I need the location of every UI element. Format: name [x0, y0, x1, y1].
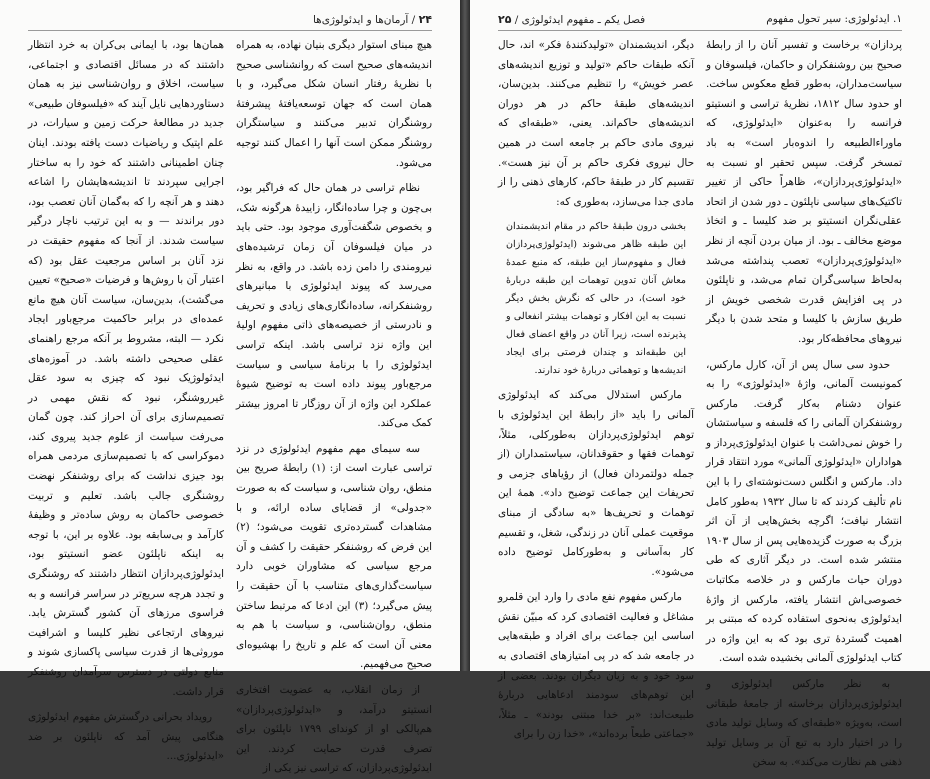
paragraph: به نظر مارکس ایدئولوژی و ایدئولوژی‌پردازان برخاسته از جامعهٔ طبقاتی است، به‌ویژه «طبقه‌ای که وسایل تولید مادی را در اختیار دارد به تبع آن بر وسایل تولید ذهنی هم نظارت می‌کند». به سخن — [706, 678, 902, 769]
paragraph: نظام تراسی در همان حال که فراگیر بود، بی‌چون و چرا ساده‌انگار، زاییدهٔ هرگونه شک، و بخصوص شگفت‌آوری موجود بود. حتی باید در میان فیلسوفان آن زمان ترشیده‌های نیرومندی را دامن زده باشد. در واقع، به نظر می‌رسد که پیوند ایدئولوژی با مبانیرهای روشنفکرانه، ساده‌انگاری‌های زیادی و تحریف و نادرستی از خصیصه‌های ذاتی مفهوم اولیهٔ این واژه نزد تراسی باشد. اینکه تراسی ایدئولوژی را با برنامهٔ سیاسی و سیاست مرجع‌باور پیوند داده است به توضیح شیوهٔ عملکرد این واژه از آن روزگار تا امروز بیشتر کمک می‌کند. — [236, 182, 432, 430]
left-header-separator: / — [411, 13, 416, 26]
right-page-number: ۲۵ — [498, 12, 512, 26]
left-header-title: آرمان‌ها و ایدئولوژی‌ها — [312, 13, 409, 26]
right-header-title: ۱. ایدئولوژی: سیر تحول مفهوم — [766, 13, 902, 25]
left-header-running-title — [313, 13, 432, 26]
right-page-header — [498, 8, 902, 31]
left-page — [0, 0, 460, 775]
left-page-right-column — [236, 36, 433, 775]
book-gutter — [460, 0, 470, 671]
paragraph: سه سیمای مهم مفهوم ایدئولوژی در نزد تراسی عبارت است از: (۱) رابطهٔ صریح بین منطق، روان شناسی، و سیاست که به صورت «جدولی» از قضایای ساده ارائه، و با مشاهدات گسترده‌تری تقویت می‌شود؛ (۲) این فرض که روشنفکر حقیقت را کشف و آن مرجع سیاسی که مشاوران خوبی دارد سیاست‌گذاری‌های متناسب با آن حقیقت را پیش می‌گیرد؛ (۳) این ادعا که مرتبط ساختن منطق، روان‌شناسی، و سیاست با هم به معنی آن است که علم و تاریخ را بهشیوه‌ای صحیح می‌فهمیم. — [236, 442, 433, 671]
paragraph: حدود سی سال پس از آن، کارل مارکس، کمونیست آلمانی، واژهٔ «ایدئولوژی» را به عنوان دشنام به‌کار گرفت. مارکس روشنفکران آلمانی را که فلسفه و سیاستشان را خوش نمی‌داشت با عنوان ایدئولوژی‌پرداز و هواداران «ایدئولوژی آلمانی» مورد انتقاد قرار داد. مارکس و انگلس دست‌نوشته‌ای را با این نام تألیف کردند که تا سال ۱۹۳۲ به‌طور کامل انتشار نیافت؛ اگرچه بخش‌هایی از آن اثر بزرگ به صورت گزیده‌هایی پس از سال ۱۹۰۳ منتشر شده است. در دیگر آثاری که طی دوران حیات مارکس و در خلاصه مکاتبات خصوصی‌اش انتشار یافته، مارکس از واژهٔ ایدئولوژی به‌نحوی استفاده کرده که مبتنی بر اهمیت گستردهٔ تری بود که به این واژه در کتاب ایدئولوژی آلمانی بخشیده شده است. — [706, 358, 902, 665]
paragraph: مارکس استدلال می‌کند که ایدئولوژی آلمانی را باید «از رابطهٔ این ایدئولوژی با توهم ایدئولوژی‌پردازان به‌طورکلی، مثلاً، توهمات فقها و حقوقدانان، سیاستمداران (از جمله دولتمردان فعال) از رؤیاهای جزمی و تحریفات این جماعت توضیح داد». همهٔ این توهمات و تحریف‌ها «به سادگی از مبنای موقعیت عملی آنان در زندگی، شغل، و تقسیم کار به‌آسانی و به‌طورکامل توضیح داده می‌شود». — [498, 389, 694, 578]
left-page-number: ۲۴ — [418, 12, 432, 26]
paragraph: همان‌ها بود، با ایمانی بی‌کران به خرد انتظار داشتند که در مسائل اقتصادی و اجتماعی، سیاست، اخلاق و روان‌شناسی نیز به همان دستاوردهایی نایل آیند که «فیلسوفان طبیعی» جدید در مطالعهٔ حرکت زمین و سیارات، در علم اپتیک و ریاضیات دست یافته بودند. اینان چنان اطمینانی داشتند که خود را به ساختار اجرایی سپردند تا اندیشه‌هایشان را اشاعه دهند و هر آنچه را که به‌گمان آنان تعصب بود، دور براندند — و به این ترتیب ناچار درگیر سیاست شدند. از آنجا که مفهوم حقیقت در نزد آنان بر اساس مرجعیت عقل بود (که اعتبار آن با روش‌ها و فرضیات «صحیح» تعیین می‌گشت)، بدین‌سان، سیاست آنان هیچ مانع عمده‌ای در برابر حاکمیت مرجع‌باور ایجاد نکرد — البته، مشروط بر آنکه مرجع راهنمای عقلی صحیحی داشته باشد. در آموزه‌های ایدئولوژیک نبود که چیزی به سود عقل غیرروشنگر، نبود که نقش مهمی در تصمیم‌سازی برای آن احراز کند. چون گمان می‌رفت سیاست از علوم جدید پیروی کند، دموکراسی که با تصمیم‌سازی مردمی همراه بود جیزی نداشت که برای روشنفکر نهضت روشنگری جالب باشد. تعلیم و تربیت خصوصی حاکمان به روش ساده‌تر و وظیفهٔ کارآمد و بی‌سابقه بود. علاوه بر این، با توجه به اینکه ناپلئون عضو انستیتو بود، ایدئولوژی‌پردازان انتظار داشتند که روشنگری و تجدد هرچه سریع‌تر در سراسر فرانسه و به فراسوی مرزهای آن کشور گسترش یابد. نیروهای ارتجاعی نظیر کلیسا و اشرافیت موروثی‌ها از قدرت سیاسی پاکسازی شوند و منابع دولتی در دسترس سرآمدان روشنفکر قرار داشت. — [28, 39, 224, 698]
right-page-left-column — [498, 36, 694, 741]
paragraph: از زمان انقلاب، به عضویت افتخاری انستیتو درآمد، و «ایدئولوژی‌پردازان» هم‌پالکی او از کوندای ۱۷۹۹ ناپلئون برای تصرف قدرت حمایت کردند. این ایدئولوژی‌پردازان، که تراسی نیز یکی از — [236, 684, 433, 775]
right-page-right-column — [706, 36, 902, 769]
paragraph: دیگر، اندیشمندان «تولیدکنندهٔ فکر» اند، حال آنکه طبقات حاکم «تولید و توزیع اندیشه‌های عصر خویش» را تنظیم می‌کنند. بدین‌سان، اندیشه‌های طبقهٔ حاکم در هر دوران اندیشه‌های حاکم‌اند. یعنی، «طبقه‌ای که نیروی مادی حاکم بر جامعه است در همین حال نیروی فکری حاکم بر آن نیز هست». تقسیم کار در طبقهٔ حاکم، کارهای ذهنی را از مادی جدا می‌سازد، به‌طوری که: — [498, 39, 694, 208]
block-quote: بخشی درون طبقهٔ حاکم در مقام اندیشمندان این طبقه ظاهر می‌شوند (ایدئولوژی‌پردازان فعال و مفهوم‌ساز این طبقه، که منبع عمدهٔ معاش آنان تدوین توهمات این طبقه دربارهٔ خود است)، در حالی که نگرش بخش دیگر نسبت به این افکار و توهمات بیشتر انفعالی و پذیرنده است، زیرا آنان در واقع اعضای فعال این طبقه‌اند و چندان فرصتی برای ایجاد اندیشه‌ها و توهماتی دربارهٔ خود ندارند. — [506, 221, 686, 377]
left-page-header — [28, 8, 432, 31]
right-header-running-title — [498, 13, 645, 26]
right-page — [470, 0, 930, 769]
right-header-separator: / — [514, 13, 519, 26]
paragraph: پردازان» برخاست و تفسیر آنان را از رابطهٔ صحیح بین روشنفکران و حاکمان، فیلسوفان و سیاست‌مداران، به‌طور قطع معکوس ساخت. او حدود سال ۱۸۱۲، نظریهٔ تراسی و انستیتو فرانسه را به‌عنوان «ایدئولوژی، که ماوراءالطبیعه را اندوه‌بار است» به باد تمسخر گرفت. سپس تحقیر او نسبت به «ایدئولوژی‌پردازان»، ظاهراً حاکی از تغییر تاکتیک‌های سیاسی ناپلئون ـ دور شدن از اتحاد عقلی‌نگران انستیتو بر ضد کلیسا ـ و اتخاذ موضع مخالف ـ بود. از میان بردن آنچه از نظر «ایدئولوژی‌پردازان» تعصب پنداشته می‌شد به‌لحاظ سیاسی‌گران تمام می‌شد، و ناپلئون در پی افزایش قدرت شخصی خویش از طریق سازش با کلیسا و متحد شدن با دیگر نیروهای محافظه‌کار بود. — [706, 39, 902, 345]
paragraph: مارکس مفهوم نفع مادی را وارد این قلمرو مشاغل و فعالیت اقتصادی کرد که مبیّن نقش اساسی این جماعت برای افراد و طبقه‌هایی در جامعه شد که در پی امتیازهای اقتصادی به سود خود و به زیان دیگران بودند. بعضی از این توهم‌های سودمند ادعاهایی دربارهٔ طبیعت‌اند: «بر خدا مبتنی بودند» ـ مثلاً، «جماعتی طبعاً برده‌اند»، «خدا زن را برای — [498, 591, 694, 741]
right-header-chapter: فصل یکم ـ مفهوم ایدئولوژی — [521, 13, 646, 26]
paragraph: رویداد بحرانی درگسترش مفهوم ایدئولوژی هنگامی پیش آمد که ناپلئون بر ضد «ایدئولوژی... — [28, 711, 224, 763]
left-page-left-column — [28, 36, 224, 763]
paragraph: هیچ مبنای استوار دیگری بنیان نهاده، به همراه اندیشه‌های صحیح است که روانشناسی صحیح با نظریهٔ رفتار انسان شکل می‌گیرد، و با همان است که جهان توسعه‌یافتهٔ پیشرفتهٔ روشنگران تدبیر می‌کنند و سیاستگران روشنگر ممکن است آنها را اعمال کنند توجیه می‌شود. — [236, 39, 432, 169]
